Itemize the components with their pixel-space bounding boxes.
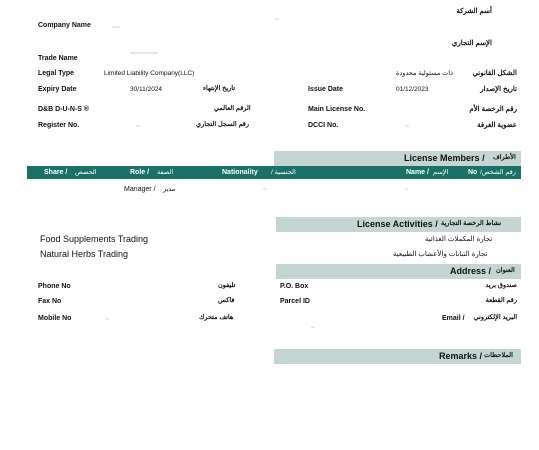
main-license-label: Main License No. <box>308 106 366 113</box>
parcel-id-label: Parcel ID <box>280 298 310 305</box>
col-name: Name / <box>406 169 429 176</box>
pobox-ar-label: صندوق بريد <box>485 282 517 289</box>
activity-en: Natural Herbs Trading <box>40 249 129 259</box>
email-label: Email / <box>442 315 465 322</box>
remarks-title: Remarks / <box>439 351 483 361</box>
mobile-label: Mobile No <box>38 315 72 322</box>
redacted-mark <box>275 18 279 20</box>
issue-date-value: 01/12/2023 <box>396 86 429 93</box>
pobox-label: P.O. Box <box>280 283 309 290</box>
col-no-ar: رقم الشخص/ <box>480 169 516 176</box>
dcci-no-ar-label: عضوية الغرفة <box>477 122 517 129</box>
fax-ar-label: فاكس <box>218 297 235 304</box>
expiry-date-label: Expiry Date <box>38 86 77 93</box>
col-share: Share / <box>44 169 68 176</box>
member-role-ar: مدير <box>163 186 176 193</box>
dcci-no-label: DCCI No. <box>308 122 339 129</box>
register-no-ar-label: رقم السجل التجاري <box>196 121 250 128</box>
activity-ar: تجارة النباتات والأعشاب الطبيعية <box>393 251 488 258</box>
license-members-title-ar: الأطراف <box>493 154 516 161</box>
duns-label: D&B D-U-N-S ® <box>38 106 90 113</box>
email-ar-label: البريد الإلكتروني <box>473 314 517 321</box>
legal-type-ar-label: الشكل القانوني <box>472 70 517 77</box>
activity-en: Food Supplements Trading <box>40 234 149 244</box>
expiry-date-value: 30/11/2024 <box>130 86 163 93</box>
duns-ar-label: الرقم العالمي <box>214 105 251 112</box>
redacted-mark <box>136 125 140 127</box>
register-no-label: Register No. <box>38 122 80 129</box>
license-activities-title: License Activities / <box>357 219 438 229</box>
redacted-mark <box>405 188 408 190</box>
col-share-ar: الحصص <box>75 169 97 176</box>
issue-date-ar-label: تاريخ الإصدار <box>480 86 517 93</box>
redacted-mark <box>112 26 120 28</box>
address-title-ar: العنوان <box>496 267 515 274</box>
company-name-label: Company Name <box>38 22 91 29</box>
redacted-mark <box>405 125 409 127</box>
trade-name-ar-label: الإسم التجاري <box>451 40 492 47</box>
license-activities-title-ar: نشاط الرخصة التجارية <box>441 220 502 227</box>
member-role: Manager / <box>124 186 156 193</box>
redacted-mark <box>106 318 109 320</box>
activity-ar: تجارة المكملات الغذائية <box>425 236 493 243</box>
company-name-ar-label: أسم الشركة <box>456 8 492 15</box>
redacted-mark <box>263 188 267 190</box>
col-no: No <box>468 169 478 176</box>
license-members-title: License Members / <box>404 153 485 163</box>
col-role-ar: الصفة <box>157 169 174 176</box>
parcel-id-ar-label: رقم القطعة <box>485 297 517 304</box>
trade-name-label: Trade Name <box>38 55 78 62</box>
expiry-date-ar-label: تاريخ الإنتهاء <box>203 85 236 92</box>
main-license-ar-label: رقم الرخصة الأم <box>469 106 517 113</box>
col-nationality-ar: الجنسية / <box>271 169 296 176</box>
col-name-ar: الإسم <box>433 169 449 176</box>
address-title: Address / <box>450 266 492 276</box>
redacted-mark <box>311 326 315 328</box>
mobile-ar-label: هاتف متحرك <box>199 314 234 321</box>
col-nationality: Nationality <box>222 169 258 176</box>
redacted-mark <box>130 52 158 54</box>
remarks-title-ar: الملاحظات <box>484 352 513 359</box>
col-role: Role / <box>130 169 150 176</box>
phone-label: Phone No <box>38 283 71 290</box>
issue-date-label: Issue Date <box>308 86 344 93</box>
phone-ar-label: تليفون <box>218 282 236 289</box>
legal-type-label: Legal Type <box>38 70 75 77</box>
legal-type-value: Limited Liability Company(LLC) <box>104 70 195 77</box>
legal-type-value-ar: ذات مسئولية محدودة <box>396 70 453 77</box>
fax-label: Fax No <box>38 298 62 305</box>
